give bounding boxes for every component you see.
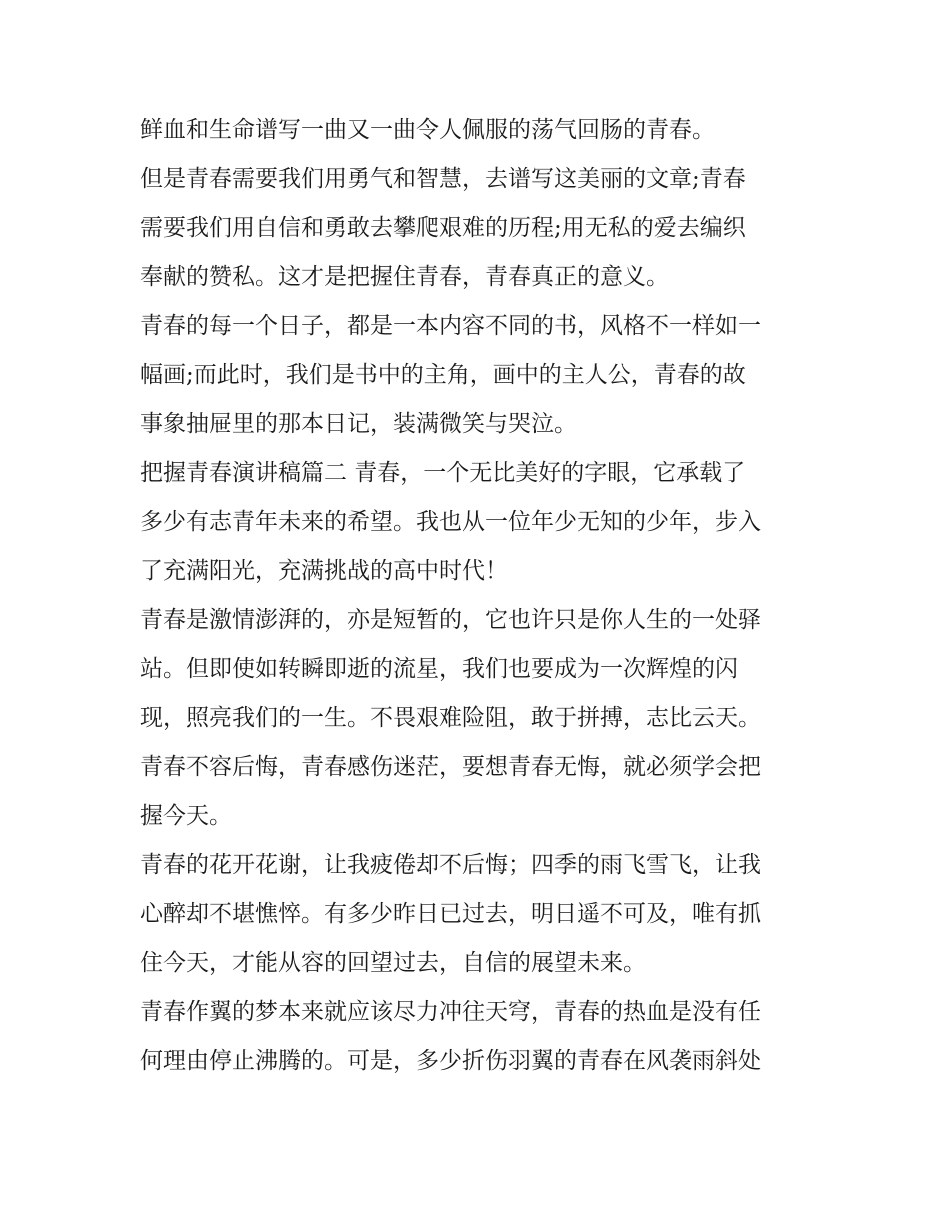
paragraph-4 bbox=[140, 449, 820, 596]
paragraph-2 bbox=[140, 155, 820, 302]
text-line: 住今天，才能从容的回望过去，自信的展望未来。 bbox=[140, 950, 646, 976]
paragraph-6 bbox=[140, 841, 820, 988]
text-line: 站。但即使如转瞬即逝的流星，我们也要成为一次辉煌的闪 bbox=[140, 656, 738, 682]
text-line: 事象抽屉里的那本日记，装满微笑与哭泣。 bbox=[140, 411, 577, 437]
text-line: 青春作翼的梦本来就应该尽力冲往天穹，青春的热血是没有任 bbox=[140, 999, 761, 1025]
text-line: 幅画;而此时，我们是书中的主角，画中的主人公，青春的故 bbox=[140, 362, 746, 388]
document-body bbox=[140, 106, 820, 1086]
text-line: 青春是激情澎湃的，亦是短暂的，它也许只是你人生的一处驿 bbox=[140, 607, 761, 633]
text-line: 多少有志青年未来的希望。我也从一位年少无知的少年，步入 bbox=[140, 509, 761, 535]
text-line: 鲜血和生命谱写一曲又一曲令人佩服的荡气回肠的青春。 bbox=[140, 117, 715, 143]
paragraph-3 bbox=[140, 302, 820, 449]
text-line: 青春的花开花谢，让我疲倦却不后悔；四季的雨飞雪飞，让我 bbox=[140, 852, 761, 878]
paragraph-1 bbox=[140, 106, 820, 155]
text-line: 心醉却不堪憔悴。有多少昨日已过去，明日遥不可及，唯有抓 bbox=[140, 901, 761, 927]
text-line: 奉献的赞私。这才是把握住青春，青春真正的意义。 bbox=[140, 264, 669, 290]
text-line: 握今天。 bbox=[140, 803, 232, 829]
text-line: 了充满阳光，充满挑战的高中时代！ bbox=[140, 558, 508, 584]
text-line: 何理由停止沸腾的。可是，多少折伤羽翼的青春在风袭雨斜处 bbox=[140, 1048, 761, 1074]
text-line: 但是青春需要我们用勇气和智慧，去谱写这美丽的文章;青春 bbox=[140, 166, 746, 192]
text-line: 把握青春演讲稿篇二 青春，一个无比美好的字眼，它承载了 bbox=[140, 460, 746, 486]
text-line: 青春不容后悔，青春感伤迷茫，要想青春无悔，就必须学会把 bbox=[140, 754, 761, 780]
paragraph-5 bbox=[140, 596, 820, 841]
text-line: 青春的每一个日子，都是一本内容不同的书，风格不一样如一 bbox=[140, 313, 761, 339]
paragraph-7 bbox=[140, 988, 820, 1086]
text-line: 需要我们用自信和勇敢去攀爬艰难的历程;用无私的爱去编织 bbox=[140, 215, 746, 241]
text-line: 现，照亮我们的一生。不畏艰难险阻，敢于拼搏，志比云天。 bbox=[140, 705, 761, 731]
